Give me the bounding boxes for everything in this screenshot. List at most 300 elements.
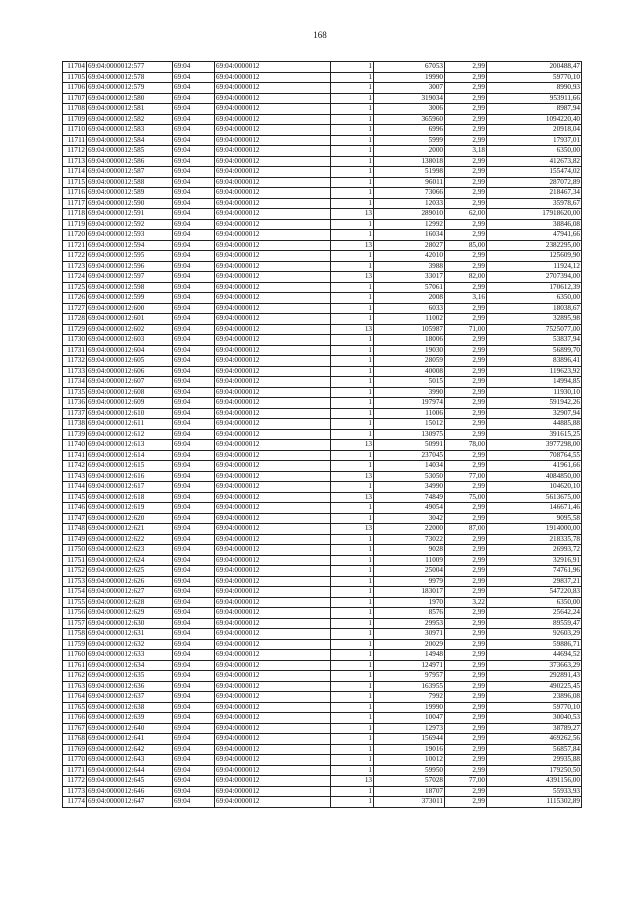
area-cell: 15012 <box>374 419 445 430</box>
quarter-code-cell: 69:04:0000012 <box>215 408 331 419</box>
quarter-code-cell: 69:04:0000012 <box>215 167 331 178</box>
cadastral-number-cell: 69:04:0000012:593 <box>87 230 173 241</box>
value-cell: 5613675,00 <box>487 492 582 503</box>
area-cell: 97957 <box>374 671 445 682</box>
table-row <box>63 692 582 703</box>
row-number-cell: 11763 <box>63 681 87 692</box>
group-cell: 13 <box>331 440 374 451</box>
cadastral-number-cell: 69:04:0000012:640 <box>87 723 173 734</box>
table-row <box>63 482 582 493</box>
quarter-code-cell: 69:04:0000012 <box>215 282 331 293</box>
table-row <box>63 797 582 808</box>
value-cell: 41961,66 <box>487 461 582 472</box>
quarter-code-cell: 69:04:0000012 <box>215 503 331 514</box>
district-code-cell: 69:04 <box>173 188 215 199</box>
value-cell: 56899,70 <box>487 345 582 356</box>
area-cell: 138018 <box>374 156 445 167</box>
quarter-code-cell: 69:04:0000012 <box>215 555 331 566</box>
cadastral-number-cell: 69:04:0000012:618 <box>87 492 173 503</box>
rate-cell: 2,99 <box>445 366 487 377</box>
rate-cell: 2,99 <box>445 461 487 472</box>
district-code-cell: 69:04 <box>173 366 215 377</box>
value-cell: 6350,00 <box>487 597 582 608</box>
value-cell: 26993,72 <box>487 545 582 556</box>
rate-cell: 75,00 <box>445 492 487 503</box>
group-cell: 1 <box>331 503 374 514</box>
row-number-cell: 11706 <box>63 83 87 94</box>
group-cell: 1 <box>331 72 374 83</box>
district-code-cell: 69:04 <box>173 230 215 241</box>
row-number-cell: 11704 <box>63 62 87 73</box>
value-cell: 218335,78 <box>487 534 582 545</box>
group-cell: 1 <box>331 293 374 304</box>
rate-cell: 2,99 <box>445 167 487 178</box>
row-number-cell: 11712 <box>63 146 87 157</box>
quarter-code-cell: 69:04:0000012 <box>215 587 331 598</box>
row-number-cell: 11736 <box>63 398 87 409</box>
cadastral-number-cell: 69:04:0000012:643 <box>87 755 173 766</box>
district-code-cell: 69:04 <box>173 419 215 430</box>
rate-cell: 2,99 <box>445 545 487 556</box>
table-row <box>63 146 582 157</box>
value-cell: 1914000,00 <box>487 524 582 535</box>
group-cell: 1 <box>331 188 374 199</box>
row-number-cell: 11724 <box>63 272 87 283</box>
area-cell: 18707 <box>374 786 445 797</box>
quarter-code-cell: 69:04:0000012 <box>215 597 331 608</box>
group-cell: 1 <box>331 419 374 430</box>
quarter-code-cell: 69:04:0000012 <box>215 723 331 734</box>
table-row <box>63 755 582 766</box>
quarter-code-cell: 69:04:0000012 <box>215 419 331 430</box>
cadastral-number-cell: 69:04:0000012:581 <box>87 104 173 115</box>
group-cell: 1 <box>331 83 374 94</box>
district-code-cell: 69:04 <box>173 608 215 619</box>
cadastral-number-cell: 69:04:0000012:606 <box>87 366 173 377</box>
cadastral-number-cell: 69:04:0000012:639 <box>87 713 173 724</box>
area-cell: 124971 <box>374 660 445 671</box>
row-number-cell: 11768 <box>63 734 87 745</box>
row-number-cell: 11766 <box>63 713 87 724</box>
cadastral-number-cell: 69:04:0000012:590 <box>87 198 173 209</box>
value-cell: 17937,01 <box>487 135 582 146</box>
row-number-cell: 11753 <box>63 576 87 587</box>
row-number-cell: 11765 <box>63 702 87 713</box>
row-number-cell: 11713 <box>63 156 87 167</box>
row-number-cell: 11761 <box>63 660 87 671</box>
quarter-code-cell: 69:04:0000012 <box>215 534 331 545</box>
district-code-cell: 69:04 <box>173 776 215 787</box>
table-row <box>63 618 582 629</box>
district-code-cell: 69:04 <box>173 387 215 398</box>
value-cell: 200488,47 <box>487 62 582 73</box>
row-number-cell: 11764 <box>63 692 87 703</box>
table-row <box>63 188 582 199</box>
cadastral-number-cell: 69:04:0000012:597 <box>87 272 173 283</box>
group-cell: 1 <box>331 429 374 440</box>
rate-cell: 2,99 <box>445 503 487 514</box>
row-number-cell: 11707 <box>63 93 87 104</box>
value-cell: 469262,56 <box>487 734 582 745</box>
table-row <box>63 345 582 356</box>
table-row <box>63 503 582 514</box>
row-number-cell: 11723 <box>63 261 87 272</box>
district-code-cell: 69:04 <box>173 450 215 461</box>
rate-cell: 2,99 <box>445 482 487 493</box>
value-cell: 4084850,00 <box>487 471 582 482</box>
value-cell: 287072,89 <box>487 177 582 188</box>
row-number-cell: 11774 <box>63 797 87 808</box>
group-cell: 1 <box>331 345 374 356</box>
cadastral-number-cell: 69:04:0000012:646 <box>87 786 173 797</box>
table-row <box>63 104 582 115</box>
value-cell: 32916,91 <box>487 555 582 566</box>
area-cell: 33017 <box>374 272 445 283</box>
quarter-code-cell: 69:04:0000012 <box>215 786 331 797</box>
row-number-cell: 11732 <box>63 356 87 367</box>
rate-cell: 2,99 <box>445 566 487 577</box>
district-code-cell: 69:04 <box>173 429 215 440</box>
rate-cell: 2,99 <box>445 125 487 136</box>
cadastral-number-cell: 69:04:0000012:600 <box>87 303 173 314</box>
quarter-code-cell: 69:04:0000012 <box>215 744 331 755</box>
table-row <box>63 303 582 314</box>
area-cell: 3988 <box>374 261 445 272</box>
table-row <box>63 419 582 430</box>
district-code-cell: 69:04 <box>173 744 215 755</box>
area-cell: 18006 <box>374 335 445 346</box>
district-code-cell: 69:04 <box>173 104 215 115</box>
table-row <box>63 660 582 671</box>
table-row <box>63 72 582 83</box>
value-cell: 179250,50 <box>487 765 582 776</box>
table-row <box>63 314 582 325</box>
cadastral-number-cell: 69:04:0000012:622 <box>87 534 173 545</box>
table-row <box>63 440 582 451</box>
district-code-cell: 69:04 <box>173 251 215 262</box>
area-cell: 12973 <box>374 723 445 734</box>
row-number-cell: 11751 <box>63 555 87 566</box>
table-row <box>63 356 582 367</box>
group-cell: 1 <box>331 314 374 325</box>
cadastral-number-cell: 69:04:0000012:637 <box>87 692 173 703</box>
row-number-cell: 11746 <box>63 503 87 514</box>
row-number-cell: 11759 <box>63 639 87 650</box>
row-number-cell: 11755 <box>63 597 87 608</box>
row-number-cell: 11734 <box>63 377 87 388</box>
value-cell: 59770,10 <box>487 72 582 83</box>
rate-cell: 2,99 <box>445 387 487 398</box>
table-row <box>63 324 582 335</box>
row-number-cell: 11750 <box>63 545 87 556</box>
quarter-code-cell: 69:04:0000012 <box>215 765 331 776</box>
value-cell: 591942,26 <box>487 398 582 409</box>
cadastral-number-cell: 69:04:0000012:608 <box>87 387 173 398</box>
value-cell: 8990,93 <box>487 83 582 94</box>
cadastral-number-cell: 69:04:0000012:644 <box>87 765 173 776</box>
value-cell: 89559,47 <box>487 618 582 629</box>
district-code-cell: 69:04 <box>173 314 215 325</box>
group-cell: 1 <box>331 755 374 766</box>
value-cell: 218467,34 <box>487 188 582 199</box>
table-row <box>63 261 582 272</box>
cadastral-number-cell: 69:04:0000012:605 <box>87 356 173 367</box>
value-cell: 7525077,00 <box>487 324 582 335</box>
table-row <box>63 335 582 346</box>
area-cell: 3990 <box>374 387 445 398</box>
area-cell: 96011 <box>374 177 445 188</box>
rate-cell: 2,99 <box>445 650 487 661</box>
district-code-cell: 69:04 <box>173 723 215 734</box>
district-code-cell: 69:04 <box>173 534 215 545</box>
group-cell: 13 <box>331 492 374 503</box>
table-row <box>63 240 582 251</box>
area-cell: 10012 <box>374 755 445 766</box>
value-cell: 155474,02 <box>487 167 582 178</box>
quarter-code-cell: 69:04:0000012 <box>215 251 331 262</box>
rate-cell: 82,00 <box>445 272 487 283</box>
table-row <box>63 566 582 577</box>
quarter-code-cell: 69:04:0000012 <box>215 734 331 745</box>
rate-cell: 2,99 <box>445 251 487 262</box>
district-code-cell: 69:04 <box>173 797 215 808</box>
value-cell: 11930,10 <box>487 387 582 398</box>
rate-cell: 2,99 <box>445 335 487 346</box>
table-row <box>63 282 582 293</box>
value-cell: 104620,10 <box>487 482 582 493</box>
area-cell: 25004 <box>374 566 445 577</box>
value-cell: 74761,96 <box>487 566 582 577</box>
area-cell: 11009 <box>374 555 445 566</box>
group-cell: 1 <box>331 671 374 682</box>
group-cell: 1 <box>331 786 374 797</box>
district-code-cell: 69:04 <box>173 503 215 514</box>
district-code-cell: 69:04 <box>173 576 215 587</box>
group-cell: 1 <box>331 282 374 293</box>
quarter-code-cell: 69:04:0000012 <box>215 83 331 94</box>
value-cell: 53837,94 <box>487 335 582 346</box>
quarter-code-cell: 69:04:0000012 <box>215 702 331 713</box>
group-cell: 1 <box>331 303 374 314</box>
rate-cell: 2,99 <box>445 408 487 419</box>
rate-cell: 2,99 <box>445 765 487 776</box>
table-row <box>63 62 582 73</box>
row-number-cell: 11718 <box>63 209 87 220</box>
quarter-code-cell: 69:04:0000012 <box>215 776 331 787</box>
district-code-cell: 69:04 <box>173 272 215 283</box>
group-cell: 1 <box>331 261 374 272</box>
row-number-cell: 11738 <box>63 419 87 430</box>
cadastral-number-cell: 69:04:0000012:630 <box>87 618 173 629</box>
table-row <box>63 513 582 524</box>
row-number-cell: 11747 <box>63 513 87 524</box>
group-cell: 1 <box>331 335 374 346</box>
table-row <box>63 398 582 409</box>
area-cell: 2008 <box>374 293 445 304</box>
cadastral-number-cell: 69:04:0000012:580 <box>87 93 173 104</box>
cadastral-number-cell: 69:04:0000012:601 <box>87 314 173 325</box>
quarter-code-cell: 69:04:0000012 <box>215 314 331 325</box>
rate-cell: 2,99 <box>445 555 487 566</box>
table-row <box>63 587 582 598</box>
table-row <box>63 524 582 535</box>
group-cell: 1 <box>331 356 374 367</box>
table-row <box>63 629 582 640</box>
quarter-code-cell: 69:04:0000012 <box>215 324 331 335</box>
district-code-cell: 69:04 <box>173 114 215 125</box>
rate-cell: 2,99 <box>445 639 487 650</box>
quarter-code-cell: 69:04:0000012 <box>215 608 331 619</box>
row-number-cell: 11743 <box>63 471 87 482</box>
quarter-code-cell: 69:04:0000012 <box>215 198 331 209</box>
group-cell: 13 <box>331 324 374 335</box>
rate-cell: 2,99 <box>445 62 487 73</box>
value-cell: 29935,88 <box>487 755 582 766</box>
table-row <box>63 744 582 755</box>
group-cell: 1 <box>331 461 374 472</box>
district-code-cell: 69:04 <box>173 692 215 703</box>
row-number-cell: 11758 <box>63 629 87 640</box>
district-code-cell: 69:04 <box>173 135 215 146</box>
cadastral-number-cell: 69:04:0000012:620 <box>87 513 173 524</box>
row-number-cell: 11719 <box>63 219 87 230</box>
group-cell: 1 <box>331 146 374 157</box>
cadastral-number-cell: 69:04:0000012:636 <box>87 681 173 692</box>
rate-cell: 78,00 <box>445 440 487 451</box>
table-row <box>63 671 582 682</box>
rate-cell: 77,00 <box>445 776 487 787</box>
quarter-code-cell: 69:04:0000012 <box>215 303 331 314</box>
row-number-cell: 11752 <box>63 566 87 577</box>
quarter-code-cell: 69:04:0000012 <box>215 492 331 503</box>
group-cell: 1 <box>331 597 374 608</box>
rate-cell: 2,99 <box>445 608 487 619</box>
group-cell: 1 <box>331 377 374 388</box>
cadastral-number-cell: 69:04:0000012:638 <box>87 702 173 713</box>
district-code-cell: 69:04 <box>173 398 215 409</box>
rate-cell: 2,99 <box>445 177 487 188</box>
district-code-cell: 69:04 <box>173 93 215 104</box>
area-cell: 42010 <box>374 251 445 262</box>
cadastral-number-cell: 69:04:0000012:624 <box>87 555 173 566</box>
rate-cell: 2,99 <box>445 72 487 83</box>
rate-cell: 2,99 <box>445 377 487 388</box>
group-cell: 1 <box>331 230 374 241</box>
quarter-code-cell: 69:04:0000012 <box>215 482 331 493</box>
district-code-cell: 69:04 <box>173 755 215 766</box>
table-row <box>63 230 582 241</box>
quarter-code-cell: 69:04:0000012 <box>215 671 331 682</box>
value-cell: 17918620,00 <box>487 209 582 220</box>
area-cell: 1970 <box>374 597 445 608</box>
group-cell: 1 <box>331 555 374 566</box>
table-row <box>63 209 582 220</box>
table-row <box>63 450 582 461</box>
cadastral-number-cell: 69:04:0000012:607 <box>87 377 173 388</box>
rate-cell: 2,99 <box>445 513 487 524</box>
table-row <box>63 776 582 787</box>
rate-cell: 2,99 <box>445 786 487 797</box>
quarter-code-cell: 69:04:0000012 <box>215 230 331 241</box>
quarter-code-cell: 69:04:0000012 <box>215 62 331 73</box>
group-cell: 1 <box>331 513 374 524</box>
row-number-cell: 11739 <box>63 429 87 440</box>
table-row <box>63 545 582 556</box>
quarter-code-cell: 69:04:0000012 <box>215 366 331 377</box>
quarter-code-cell: 69:04:0000012 <box>215 471 331 482</box>
value-cell: 490225,45 <box>487 681 582 692</box>
row-number-cell: 11757 <box>63 618 87 629</box>
row-number-cell: 11769 <box>63 744 87 755</box>
area-cell: 8576 <box>374 608 445 619</box>
rate-cell: 2,99 <box>445 230 487 241</box>
district-code-cell: 69:04 <box>173 681 215 692</box>
quarter-code-cell: 69:04:0000012 <box>215 576 331 587</box>
value-cell: 38846,08 <box>487 219 582 230</box>
value-cell: 47941,66 <box>487 230 582 241</box>
group-cell: 1 <box>331 744 374 755</box>
table-row <box>63 639 582 650</box>
cadastral-number-cell: 69:04:0000012:631 <box>87 629 173 640</box>
rate-cell: 2,99 <box>445 303 487 314</box>
area-cell: 28027 <box>374 240 445 251</box>
row-number-cell: 11715 <box>63 177 87 188</box>
table-row <box>63 650 582 661</box>
district-code-cell: 69:04 <box>173 62 215 73</box>
rate-cell: 2,99 <box>445 576 487 587</box>
rate-cell: 2,99 <box>445 314 487 325</box>
table-row <box>63 723 582 734</box>
district-code-cell: 69:04 <box>173 282 215 293</box>
group-cell: 1 <box>331 702 374 713</box>
group-cell: 1 <box>331 62 374 73</box>
rate-cell: 2,99 <box>445 93 487 104</box>
rate-cell: 62,00 <box>445 209 487 220</box>
group-cell: 1 <box>331 135 374 146</box>
row-number-cell: 11733 <box>63 366 87 377</box>
value-cell: 83896,41 <box>487 356 582 367</box>
cadastral-number-cell: 69:04:0000012:641 <box>87 734 173 745</box>
quarter-code-cell: 69:04:0000012 <box>215 566 331 577</box>
district-code-cell: 69:04 <box>173 786 215 797</box>
page-number: 168 <box>313 30 327 40</box>
row-number-cell: 11745 <box>63 492 87 503</box>
district-code-cell: 69:04 <box>173 629 215 640</box>
rate-cell: 2,99 <box>445 419 487 430</box>
cadastral-number-cell: 69:04:0000012:585 <box>87 146 173 157</box>
rate-cell: 2,99 <box>445 282 487 293</box>
area-cell: 5015 <box>374 377 445 388</box>
area-cell: 19030 <box>374 345 445 356</box>
group-cell: 1 <box>331 177 374 188</box>
area-cell: 22000 <box>374 524 445 535</box>
quarter-code-cell: 69:04:0000012 <box>215 797 331 808</box>
cadastral-number-cell: 69:04:0000012:589 <box>87 188 173 199</box>
rate-cell: 85,00 <box>445 240 487 251</box>
value-cell: 25642,24 <box>487 608 582 619</box>
group-cell: 1 <box>331 366 374 377</box>
cadastral-number-cell: 69:04:0000012:602 <box>87 324 173 335</box>
value-cell: 1094220,40 <box>487 114 582 125</box>
rate-cell: 2,99 <box>445 734 487 745</box>
group-cell: 1 <box>331 639 374 650</box>
table-row <box>63 555 582 566</box>
row-number-cell: 11742 <box>63 461 87 472</box>
table-row <box>63 114 582 125</box>
quarter-code-cell: 69:04:0000012 <box>215 450 331 461</box>
district-code-cell: 69:04 <box>173 650 215 661</box>
cadastral-number-cell: 69:04:0000012:604 <box>87 345 173 356</box>
